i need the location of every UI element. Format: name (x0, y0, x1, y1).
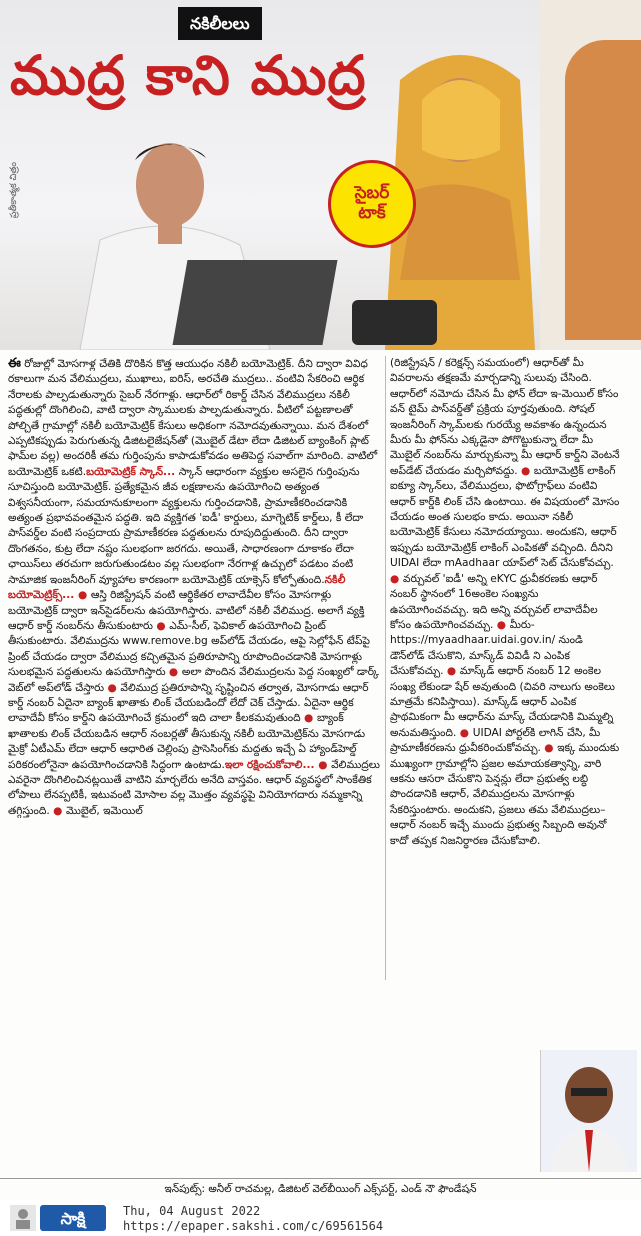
article-bullet: ● (318, 758, 332, 771)
photo-credit: ప్రతీకాత్మక చిత్రం (9, 162, 19, 219)
article-sub: నకిలీ బయోమెట్రిక్స్... (8, 573, 346, 602)
hero-image (0, 0, 641, 350)
column-2-text (390, 356, 620, 849)
article-text: మీరు-https://myaadhaar.uidai.gov.in/ నుండి డౌన్‌లోడ్ చేసుకొని, మాస్క్‌డ్ వివిడీ ని ఎంపిక చేసుకోవచ్చు. (390, 618, 583, 678)
article-text: వర్చువల్ 'ఐడీ' అన్ని eKYC ధ్రువీకరణకు ఆధార్ నంబర్ స్థానంలో 16అంకెల సంఖ్యను ఉపయోగించవచ్చు. ఇది అన్ని వర్చువల్ లావాదేవీల కోసం ఉపయోగించవచ్చు. (390, 572, 598, 631)
article-column-2 (390, 356, 620, 849)
article-text: బయోమెట్రిక్ లాకింగ్ ఐక్యూ స్కాన్‌లు, వేలిముద్రలు, ఫొటోగ్రాఫ్‌లు వంటివి ఆధార్ కార్డ్‌కి లింక్ చేసి ఉంటాయి. ఈ విషయంలో మోసం చేయడం అంత సులభం కాదు. అయినా నకిలీ బయోమెట్రిక్ కేసులు నమోదయ్యాయి. అందుకని, ఆధార్ ఇప్పుడు బయోమెట్రిక్ లాకింగ్ ఎంపికతో వచ్చింది. దీనిని UIDAI లేదా mAadhaar యాప్‌లో సెట్ చేసుకోవచ్చు. (390, 464, 620, 570)
article-sub: ఇలా రక్షించుకోవాలి... (224, 758, 319, 771)
edition-date: Thu, 04 August 2022 (123, 1204, 261, 1218)
article-lead: ఈ (8, 356, 21, 371)
author-photo (540, 1050, 637, 1172)
article-bullet: ● (520, 464, 534, 477)
article-column-1 (8, 356, 383, 819)
article-bullet: ● (544, 742, 558, 755)
cyber-talk-badge (328, 160, 416, 248)
article-bullet: ● (496, 618, 510, 631)
decorative-shape (565, 40, 641, 340)
article-bullet: ● (53, 804, 67, 817)
article-bullet: ● (168, 666, 182, 679)
article-bullet: ● (304, 712, 317, 725)
badge-line-1: సైబర్ (354, 183, 390, 204)
article-text: UIDAI పోర్టల్‌కి లాగిన్ చేసి, మీ ప్రామాణీకరణను ధ్రువీకరించుకోవచ్చు. (390, 726, 601, 755)
article-text: వేలిముద్రలు ఎవరైనా దొంగిలించినట్లయితే వాటిని మార్చలేరు అనేది వాస్తవం. ఆధార్ వ్యవస్థలో సాంకేతిక లోపాలు లేనప్పటికీ, ఇటువంటి మోసాల వల్ల మొత్తం వ్యవస్థపై వినియోగదారు నమ్మకాన్ని తగ్గిస్తుంది. (8, 758, 380, 817)
article-bullet: ● (459, 726, 473, 739)
column-1-text (8, 356, 383, 819)
column-divider (385, 356, 386, 980)
inputs-credit: ఇన్‌పుట్స్: అనీల్ రాచమల్ల, డిజిటల్ వెల్‌బీయింగ్ ఎక్స్‌పర్ట్, ఎండ్ నౌ ఫౌండేషన్ (0, 1178, 641, 1199)
article-text: మొబైల్, ఇమెయిల్ (66, 804, 143, 817)
article-bullet: ● (390, 572, 403, 585)
article-text: వేలిముద్ర ప్రతిరూపాన్ని సృష్టించిన తర్వాత, మోసగాడు ఆధార్ కార్డ్ నంబర్ ఏదైనా బ్యాంక్ ఖాతాకు లింక్ చేయబడిందో లేదో చెక్ చేస్తాడు. ఏదైనా ఆర్థిక లావాదేవీ కోసం కార్డ్‌ని ఉపయోగించే క్రమంలో ఇది చాలా కీలకమవుతుంది (8, 681, 369, 725)
article-text: స్కాన్ ఆధారంగా వ్యక్తుల అసలైన గుర్తింపును సూచిస్తుంది బయోమెట్రిక్. ప్రత్యేకమైన జీవ లక్షణాలను ఉపయోగించి అత్యంత విశ్వసనీయంగా, సమయానుకూలంగా వ్యక్తులను గుర్తించడానికి, ప్రామాణీకరించడానికి అత్యంత ప్రభావవంతమైన పద్ధతి. ఇది వ్యక్తిగత 'ఐడీ' కార్డులు, మాగ్నెటిక్ కార్డ్‌లు, కీ లేదా పాస్‌వర్డ్‌ల వంటి సంప్రదాయ ప్రామాణీకరణ పద్ధతులను రూపుదిద్దుతుంది. దీని ద్వారా దొంగతనం, కుట్ర లేదా నష్టం సులభంగా జరగదు. అయితే, సాధారణంగా దూకాకం లేదా ఛాయిస్‌లు తరచుగా జరుగుతుండటం వల్ల సులభంగా నేరగాళ్ల ఉచ్చులో పడటం వంటి సామాజిక ఇంజనీరింగ్ వ్యూహాల కారణంగా బయోమెట్రిక్ యాక్సెస్ కోల్పోతుంది. (8, 465, 364, 586)
sakshi-logo (10, 1203, 110, 1233)
article-text: బ్యాంక్ ఖాతాలకు లింక్ చేయబడిన ఆధార్ నంబర్లతో తీసుకున్న నకిలీ బయోమెట్రిక్‌ను మోసగాడు మైక్రో ఏటీఎమ్ లేదా ఆధార్ ఆధారిత చెల్లింపు ప్రాసెసింగ్‌కు మద్దతు ఇచ్చే ఏ హ్యాండ్‌హెల్డ్ పరికరంలోనైనా ఉపయోగించడానికి సిద్ధంగా ఉంటాడు. (8, 712, 366, 771)
article-bullet: ● (77, 589, 91, 602)
article-text: ఆస్తి రిజిస్ట్రేషన్ వంటి ఆర్థికేతర లావాదేవీల కోసం మోసగాళ్లు బయోమెట్రిక్ ద్వారా ఇన్‌సైడర్‌లను ఉపయోగిస్తారు. వాటిలో నకిలీ వేలిముద్ర. అలాగే వ్యక్తి ఆధార్ కార్డ్ నంబర్‌ను తీసుకుంటారు (8, 589, 365, 632)
headline: ముద్ర కాని ముద్ర (10, 44, 367, 107)
article-bullet: ● (107, 681, 121, 694)
section-tag: నకిలీలలు (178, 7, 262, 40)
article-bullet: ● (446, 665, 460, 678)
article-text: రోజుల్లో మోసగాళ్ల చేతికి దొరికిన కొత్త ఆయుధం నకిలీ బయోమెట్రిక్. దీని ద్వారా వివిధ రకాలుగా మన వేలిముద్రలు, ముఖాలు, ఐరిస్, అరచేతి ముద్రలు.. వంటివి సేకరించి ఆర్థిక నేరాలకు పాల్పడుతున్నారు సైబర్ నేరగాళ్లు. ఆధార్‌లో రికార్డ్ చేసిన వేలిముద్రలు నకిలీ పద్ధతుల్లో దొంగిలించి, వాటి ద్వారా స్కాములకు పాల్పడుతున్నారు. వీటిలో పట్టణాలతో పోల్చితే గ్రామాల్లో నకిలీ బయోమెట్రిక్ కేసులు అధికంగా నమోదవుతున్నాయి. మన దేశంలో ఎప్పటికప్పుడు పెరుగుతున్న డిజిటలైజేషన్‌తో (మొబైల్ డేటా లేదా డిజిటల్ బ్యాంకింగ్ ప్లాట్ ఫామ్‌ల వల్ల) అందరికీ తమ గుర్తింపును కాపాడుకోవడం అతిపెద్ద సవాల్‌గా మారింది. వాటిలో బయోమెట్రిక్ ఒకటి. (8, 358, 378, 478)
epaper-link[interactable]: https://epaper.sakshi.com/c/69561564 (123, 1219, 384, 1233)
logo-text: సాక్షి (60, 1209, 86, 1228)
badge-line-2: టాక్ (358, 203, 386, 223)
laptop (173, 260, 338, 345)
article-text: (రిజిస్ట్రేషన్ / కరెక్షన్స్ సమయంలో) ఆధార్‌తో మీ వివరాలను తక్షణమే మార్చడాన్ని సులువు చేసింది. ఆధార్‌లో నమోదు చేసిన మీ ఫోన్ లేదా ఇ-మెయిల్ కోసం వన్ టైమ్ పాస్‌వర్డ్‌తో ప్రక్రియ పూర్తవుతుంది. సోషల్ ఇంజనీరింగ్ స్కామ్‌లకు గురయ్యే అవకాశం ఉన్నందున మీరు మీ ఫోన్‌ను ఎక్కడైనా పోగొట్టుకున్నా లేదా మీ మొబైల్ నంబర్‌ను మార్చుకున్నా మీ ఆధార్ కార్డ్‌ని వెంటనే అప్‌డేట్ చేయడం మర్చిపోవద్దు. (390, 357, 620, 477)
article-text: ఎమ్-సీల్, ఫెవికాల్ ఉపయోగించి ప్రింట్ తీసుకుంటారు. వేలిముద్రను www.remove.bg అప్‌లోడ్ చేయడం, ఆపై సెల్లోఫేన్ టేప్‌పై ప్రింట్ చేయడం ద్వారా వేలిముద్ర కచ్చితమైన ప్రతిరూపాన్ని రూపొందించడానికి మోసగాళ్లు సులభమైన పద్ధతులను ఉపయోగిస్తారు (8, 619, 370, 679)
article-text: ఇక్క ముందుకు ముఖ్యంగా గ్రామాల్లోని ప్రజల అమాయకత్వాన్ని, వారి ఆకను ఆసరా చేసుకొని పెన్షన్లు లేదా ప్రభుత్వ లబ్ధి పొందడానికి ఆధార్, వేలిముద్రలను మోసగాళ్లు సేకరిస్తుంటారు. అందుకని, ప్రజలు తమ వేలిముద్రలు–ఆధార్ నంబర్ ఇచ్చే ముందు ప్రభుత్వ సిబ్బంది అవునో కాదో తప్పక నిజనిర్ధారణ చేసుకోవాలి. (390, 742, 620, 847)
article-text: మాస్క్‌డ్ ఆధార్ నంబర్ 12 అంకెల సంఖ్య లేకుండా షేర్ అవుతుంది (చివరి నాలుగు అంకెలు మాత్రమే కనిపిస్తాయి). మాస్క్‌డ్ ఆధార్ ఎంపిక ప్రాథమికంగా మీ ఆధార్‌ను మాస్క్ చేయడానికి మిమ్మల్ని అనుమతిస్తుంది. (390, 665, 615, 739)
fingerprint-scanner-icon (352, 300, 437, 345)
article-text: అలా పొందిన వేలిముద్రలను పెద్ద సంఖ్యలో డార్క్ వెబ్‌లో అప్‌లోడ్ చేస్తారు (8, 666, 379, 694)
article-bullet: ● (156, 619, 170, 632)
article-sub: బయోమెట్రిక్ స్కాన్... (86, 465, 179, 478)
